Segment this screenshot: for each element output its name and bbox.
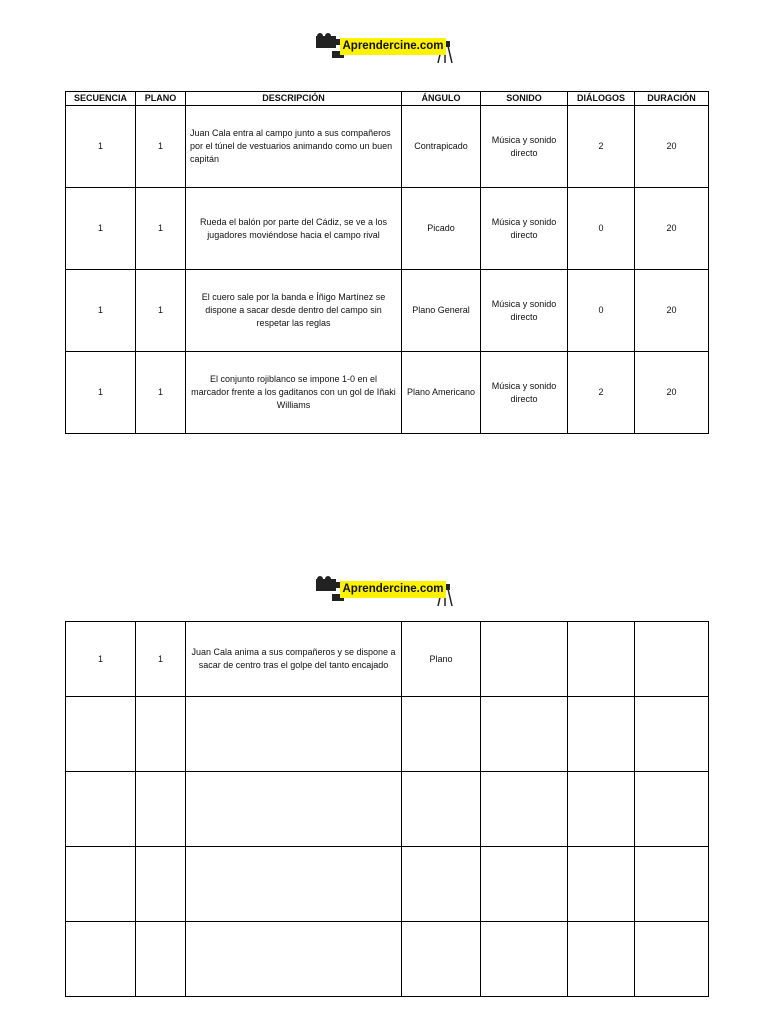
cell-angulo: Plano General: [402, 270, 481, 352]
table-row: [66, 188, 709, 270]
cell-descripcion: [186, 697, 402, 772]
cell-sonido: [481, 847, 568, 922]
header-duracion: DURACIÓN: [635, 92, 709, 106]
cell-descripcion: Juan Cala entra al campo junto a sus compañeros por el túnel de vestuarios animando como un buen capitán: [186, 106, 402, 188]
cell-duracion: 20: [635, 270, 709, 352]
cell-descripcion: Rueda el balón por parte del Cádiz, se ve a los jugadores moviéndose hacia el campo rival: [186, 188, 402, 270]
cell-dialogos: 0: [568, 270, 635, 352]
cell-dialogos: 2: [568, 352, 635, 434]
cell-descripcion: [186, 847, 402, 922]
cell-secuencia: 1: [66, 270, 136, 352]
cell-sonido: [481, 772, 568, 847]
table-row: [66, 106, 709, 188]
cell-plano: [136, 847, 186, 922]
cell-secuencia: 1: [66, 106, 136, 188]
cell-descripcion: El cuero sale por la banda e Íñigo Martínez se dispone a sacar desde dentro del campo sin respetar las reglas: [186, 270, 402, 352]
logo-text: Aprendercine.com: [340, 581, 446, 598]
header-angulo: ÁNGULO: [402, 92, 481, 106]
table-row: [66, 352, 709, 434]
table-row: [66, 622, 709, 697]
cell-angulo: [402, 922, 481, 997]
logo-text: Aprendercine.com: [340, 38, 446, 55]
cell-sonido: Música y sonido directo: [481, 270, 568, 352]
cell-sonido: [481, 697, 568, 772]
cell-secuencia: 1: [66, 188, 136, 270]
cell-duracion: 20: [635, 106, 709, 188]
cell-secuencia: [66, 847, 136, 922]
cell-sonido: [481, 622, 568, 697]
cell-angulo: Contrapicado: [402, 106, 481, 188]
cell-angulo: [402, 697, 481, 772]
cell-descripcion: El conjunto rojiblanco se impone 1-0 en el marcador frente a los gaditanos con un gol de Iñaki Williams: [186, 352, 402, 434]
cell-dialogos: [568, 922, 635, 997]
cell-dialogos: [568, 622, 635, 697]
cell-angulo: [402, 772, 481, 847]
cell-plano: [136, 772, 186, 847]
cell-descripcion: Juan Cala anima a sus compañeros y se dispone a sacar de centro tras el golpe del tanto encajado: [186, 622, 402, 697]
cell-dialogos: [568, 847, 635, 922]
cell-duracion: 20: [635, 352, 709, 434]
logo: [314, 575, 454, 609]
cell-dialogos: [568, 772, 635, 847]
table-row: [66, 772, 709, 847]
cell-plano: [136, 697, 186, 772]
cell-angulo: Plano: [402, 622, 481, 697]
table-row: [66, 922, 709, 997]
cell-sonido: Música y sonido directo: [481, 106, 568, 188]
cell-plano: 1: [136, 106, 186, 188]
cell-secuencia: [66, 697, 136, 772]
cell-plano: 1: [136, 622, 186, 697]
cell-sonido: Música y sonido directo: [481, 188, 568, 270]
cell-secuencia: [66, 922, 136, 997]
header-secuencia: SECUENCIA: [66, 92, 136, 106]
header-dialogos: DIÁLOGOS: [568, 92, 635, 106]
cell-dialogos: [568, 697, 635, 772]
logo: [314, 32, 454, 66]
table-header-row: [66, 92, 709, 106]
cell-angulo: Plano Americano: [402, 352, 481, 434]
cell-duracion: 20: [635, 188, 709, 270]
shot-list-table-continued: [65, 621, 709, 997]
cell-secuencia: [66, 772, 136, 847]
cell-duracion: [635, 697, 709, 772]
cell-dialogos: 2: [568, 106, 635, 188]
cell-duracion: [635, 922, 709, 997]
cell-plano: 1: [136, 270, 186, 352]
cell-secuencia: 1: [66, 622, 136, 697]
cell-angulo: [402, 847, 481, 922]
header-descripcion: DESCRIPCIÓN: [186, 92, 402, 106]
cell-angulo: Picado: [402, 188, 481, 270]
cell-plano: [136, 922, 186, 997]
header-plano: PLANO: [136, 92, 186, 106]
cell-descripcion: [186, 922, 402, 997]
table-row: [66, 270, 709, 352]
cell-sonido: [481, 922, 568, 997]
cell-plano: 1: [136, 352, 186, 434]
cell-duracion: [635, 772, 709, 847]
cell-duracion: [635, 847, 709, 922]
header-sonido: SONIDO: [481, 92, 568, 106]
table-row: [66, 697, 709, 772]
cell-sonido: Música y sonido directo: [481, 352, 568, 434]
cell-plano: 1: [136, 188, 186, 270]
table-row: [66, 847, 709, 922]
shot-list-table: [65, 91, 709, 434]
cell-duracion: [635, 622, 709, 697]
cell-descripcion: [186, 772, 402, 847]
cell-secuencia: 1: [66, 352, 136, 434]
cell-dialogos: 0: [568, 188, 635, 270]
